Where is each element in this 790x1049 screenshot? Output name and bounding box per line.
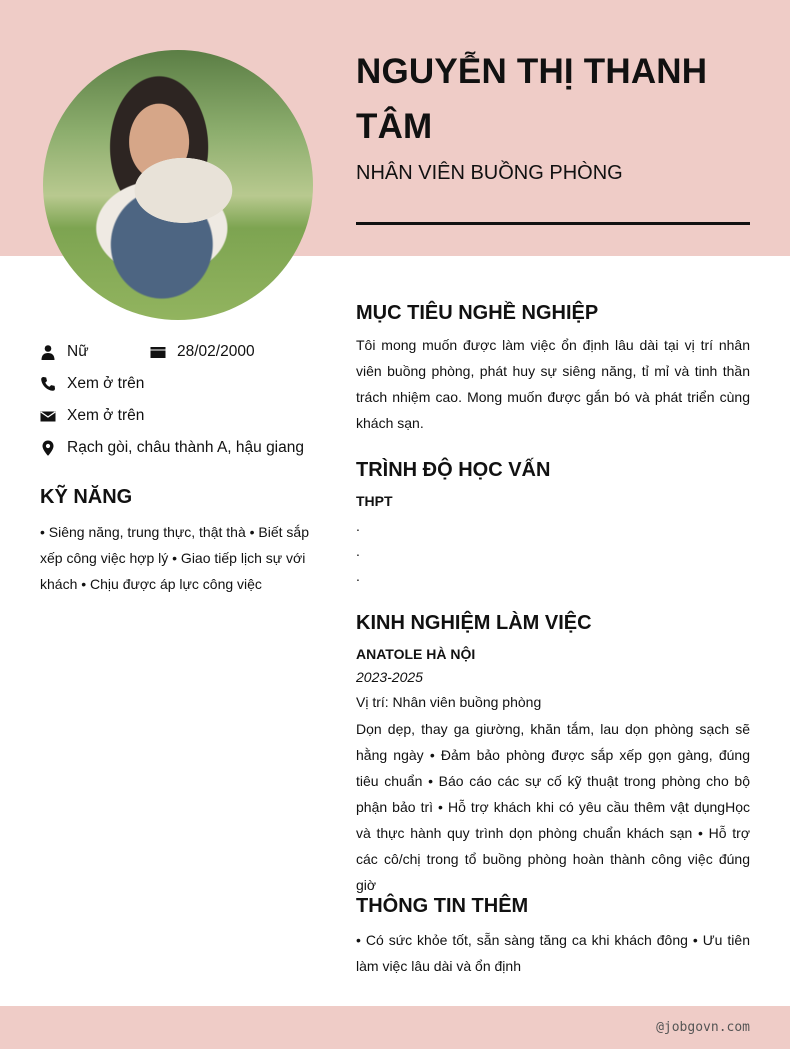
footer-watermark: @jobgovn.com <box>656 1020 750 1035</box>
objective-heading: MỤC TIÊU NGHỀ NGHIỆP <box>356 302 599 324</box>
contact-address <box>40 439 304 457</box>
email-text: Xem ở trên <box>67 407 145 424</box>
phone-icon <box>40 376 56 392</box>
skills-text: • Siêng năng, trung thực, thật thà • Biết sắp xếp công việc hợp lý • Giao tiếp lịch sự với khách • Chịu được áp lực công việc <box>40 524 310 592</box>
education-line: . <box>356 518 360 534</box>
contact-birthdate <box>150 343 255 361</box>
job-title: NHÂN VIÊN BUỒNG PHÒNG <box>356 162 623 184</box>
experience-company: ANATOLE HÀ NỘI <box>356 646 476 662</box>
skills-heading: KỸ NĂNG <box>40 486 133 508</box>
additional-heading: THÔNG TIN THÊM <box>356 895 529 917</box>
education-heading: TRÌNH ĐỘ HỌC VẤN <box>356 459 551 481</box>
experience-description: Dọn dẹp, thay ga giường, khăn tắm, lau dọn phòng sạch sẽ hằng ngày • Đảm bảo phòng được sắp xếp gọn gàng, đúng tiêu chuẩn • Báo cáo các sự cố kỹ thuật trong phòng cho bộ phận bảo trì • Hỗ trợ khách khi có yêu cầu thêm vật dụngHọc và thực hành quy trình dọn phòng chuẩn khách sạn • Hỗ trợ các cô/chị trong tổ buồng phòng hoàn thành công việc đúng giờ <box>356 721 750 893</box>
experience-period: 2023-2025 <box>356 669 423 685</box>
candidate-name: NGUYỄN THỊ THANH TÂM <box>356 52 708 146</box>
education-school: THPT <box>356 493 393 509</box>
education-line: . <box>356 568 360 584</box>
person-icon <box>40 344 56 360</box>
contact-gender <box>40 343 89 361</box>
birthdate-text: 28/02/2000 <box>177 343 255 360</box>
mail-icon <box>40 408 56 424</box>
phone-text: Xem ở trên <box>67 375 145 392</box>
address-text: Rạch gòi, châu thành A, hậu giang <box>67 439 304 456</box>
experience-heading: KINH NGHIỆM LÀM VIỆC <box>356 612 592 634</box>
education-line: . <box>356 543 360 559</box>
experience-position: Vị trí: Nhân viên buồng phòng <box>356 694 542 710</box>
objective-text: Tôi mong muốn được làm việc ổn định lâu dài tại vị trí nhân viên buồng phòng, phát huy sự siêng năng, tỉ mỉ và tinh thần trách nhiệm cao. Mong muốn được gắn bó và phát triển cùng khách sạn. <box>356 337 750 431</box>
location-icon <box>40 440 56 456</box>
calendar-icon <box>150 344 166 360</box>
contact-phone <box>40 375 144 393</box>
contact-email <box>40 407 144 425</box>
gender-text: Nữ <box>67 343 89 360</box>
profile-photo <box>43 50 313 320</box>
title-divider <box>356 222 750 225</box>
additional-text: • Có sức khỏe tốt, sẵn sàng tăng ca khi khách đông • Ưu tiên làm việc lâu dài và ổn định <box>356 932 750 974</box>
